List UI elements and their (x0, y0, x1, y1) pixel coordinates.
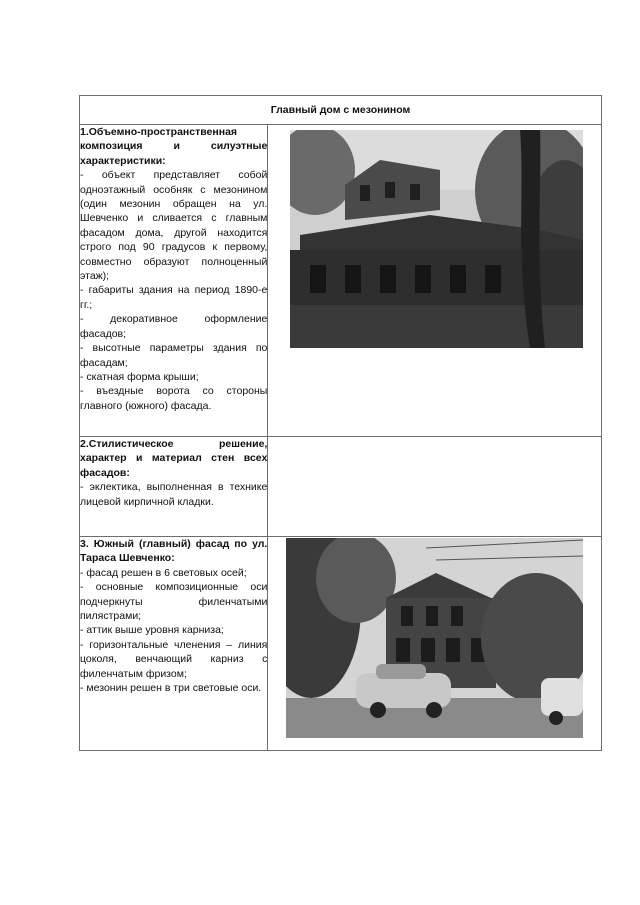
section-1-text (80, 125, 268, 437)
section-3-text (80, 537, 268, 751)
section-heading: 2.Стилистическое решение, характер и материал стен всех фасадов: (80, 438, 268, 479)
list-item: - фасад решен в 6 световых осей; (80, 566, 247, 579)
list-item: - горизонтальные членения – линия цоколя, венчающий карниз с филенчатым фризом; (80, 638, 268, 680)
list-item: - эклектика, выполненная в технике лицевой кирпичной кладки. (80, 481, 268, 508)
house-photo-2 (286, 538, 583, 738)
list-item: - высотные параметры здания по фасадам; (80, 342, 268, 369)
table-title: Главный дом с мезонином (80, 96, 602, 125)
list-item: - габариты здания на период 1890-е гг.; (80, 284, 268, 311)
table-row (80, 437, 602, 537)
section-heading: 1.Объемно-пространственная композиция и силуэтные характеристики: (80, 126, 268, 167)
house-photo-1 (290, 130, 583, 348)
list-item: - аттик выше уровня карниза; (80, 624, 224, 637)
list-item: - декоративное оформление фасадов; (80, 313, 268, 340)
list-item: - объект представляет собой одноэтажный особняк с мезонином (один мезонин обращен на ул. Шевченко и сливается с главным фасадом дома, другой находится строго под 90 градусов к первому, совместно образуют полноценный этаж); (80, 169, 268, 283)
list-item: - скатная форма крыши; (80, 370, 199, 383)
section-2-empty-cell (268, 437, 602, 537)
list-item: - въездные ворота со стороны главного (южного) фасада. (80, 385, 268, 412)
list-item: - основные композиционные оси подчеркнуты филенчатыми пилястрами; (80, 581, 268, 623)
section-heading: 3. Южный (главный) фасад по ул. Тараса Шевченко: (80, 538, 268, 565)
section-2-text (80, 437, 268, 537)
list-item: - мезонин решен в три световые оси. (80, 682, 262, 695)
